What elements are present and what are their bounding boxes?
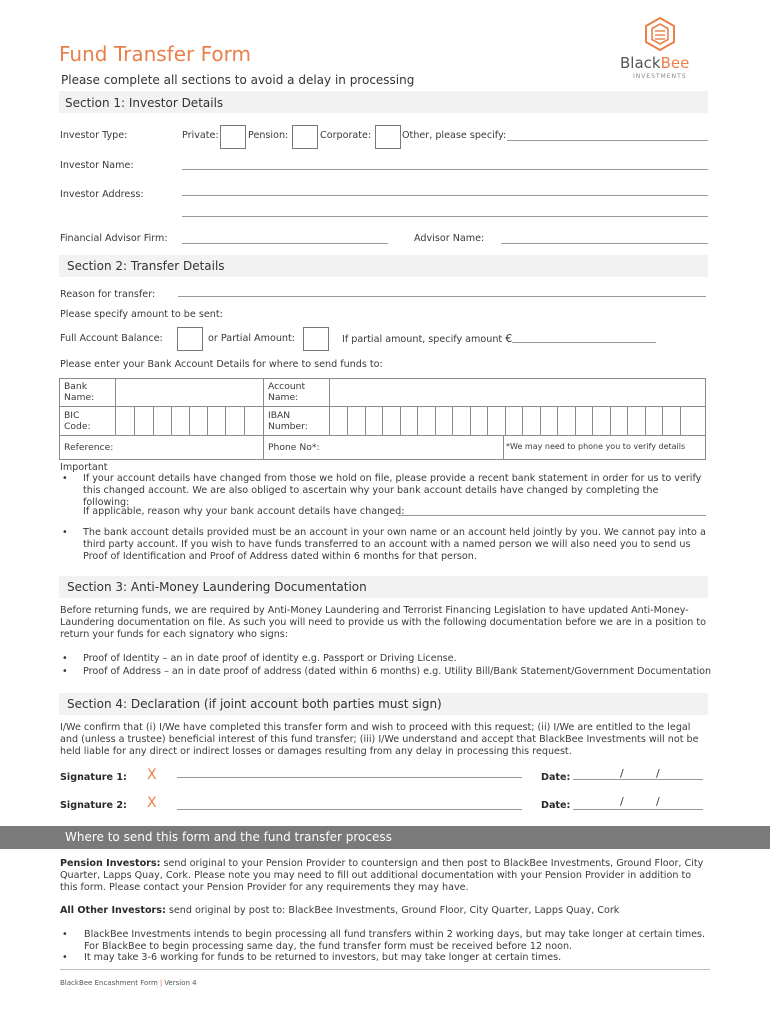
- bank-prompt: Please enter your Bank Account Details for where to send funds to:: [60, 359, 383, 370]
- signature-2-label: Signature 2:: [60, 800, 127, 811]
- bank-name-label: Bank Name:: [64, 381, 95, 403]
- signature-1-label: Signature 1:: [60, 772, 127, 783]
- iban-field[interactable]: [330, 407, 705, 435]
- advisor-name-label: Advisor Name:: [414, 233, 485, 244]
- footer-version: Version 4: [164, 979, 197, 987]
- signature-1-field[interactable]: [177, 777, 522, 778]
- reason-change-label: If applicable, reason why your bank account details have changed:: [83, 506, 405, 517]
- date-2-label: Date:: [541, 800, 571, 811]
- reference-label: Reference:: [64, 442, 114, 453]
- reason-label: Reason for transfer:: [60, 289, 156, 300]
- signature-2-mark: X: [147, 795, 157, 811]
- pension-investors-text: [60, 858, 708, 894]
- important-label: Important: [60, 462, 108, 473]
- partial-specify-label: [342, 332, 512, 345]
- important-bullet-2: The bank account details provided must be an account in your own name or an account held jointly by you. We cannot pay into a third party account. If you wish to have funds transferred to an account with a named person we will also need you to send us Proof of Identification and Proof of Address dated within 6 months for that person.: [83, 527, 706, 562]
- private-label: Private:: [182, 130, 219, 141]
- account-name-field[interactable]: [330, 379, 705, 406]
- hexagon-bee-icon: [642, 16, 678, 52]
- date-2-sep-b: /: [656, 795, 660, 808]
- other-label: Other, please specify:: [402, 130, 507, 141]
- partial-specify-text: If partial amount, specify amount: [342, 334, 503, 345]
- advisor-firm-field[interactable]: [182, 243, 388, 244]
- date-2-sep-a: /: [620, 795, 624, 808]
- section3-bullet-1: Proof of Identity – an in date proof of identity e.g. Passport or Driving License.: [83, 653, 457, 664]
- where-to-send-title: Where to send this form and the fund transfer process: [65, 830, 392, 844]
- bullet-dot: •: [62, 929, 68, 940]
- euro-icon: €: [505, 332, 513, 345]
- signature-1-mark: X: [147, 767, 157, 783]
- logo-tagline: INVESTMENTS: [633, 73, 687, 80]
- reason-field[interactable]: [178, 296, 706, 297]
- section3-bullet-2: Proof of Address – an in date proof of address (dated within 6 months) e.g. Utility Bill/Bank Statement/Government Documentation: [83, 666, 712, 677]
- partial-amount-field[interactable]: [512, 342, 656, 343]
- phone-field[interactable]: [330, 436, 502, 459]
- where-bullet-1: BlackBee Investments intends to begin processing all fund transfers within 2 working days, but may take longer at certain times. For BlackBee to begin processing same day, the fund transfer form must be received before 12 noon.: [84, 929, 706, 952]
- investor-address-label: Investor Address:: [60, 189, 144, 200]
- phone-label: Phone No*:: [268, 442, 320, 453]
- corporate-checkbox[interactable]: [375, 125, 401, 149]
- bullet-dot: •: [62, 952, 68, 963]
- section3-intro: Before returning funds, we are required by Anti-Money Laundering and Terrorist Financing Legislation to have updated Anti-Money-Laundering documentation on file. As such you will need to provide us with the following documentation before we are in a position to return your funds for each signatory who signs:: [60, 605, 706, 640]
- bullet-dot: •: [62, 653, 68, 664]
- date-1-field[interactable]: [573, 779, 703, 780]
- partial-amount-checkbox[interactable]: [303, 327, 329, 351]
- date-2-field[interactable]: [573, 809, 703, 810]
- full-balance-label: Full Account Balance:: [60, 333, 163, 344]
- other-specify-field[interactable]: [507, 140, 708, 141]
- other-investors-body: send original by post to: BlackBee Investments, Ground Floor, City Quarter, Lapps Quay, Cork: [165, 905, 620, 916]
- reason-change-field[interactable]: [398, 515, 706, 516]
- investor-name-label: Investor Name:: [60, 160, 134, 171]
- bank-name-field[interactable]: [116, 379, 262, 406]
- bic-code-field[interactable]: [116, 407, 262, 435]
- advisor-firm-label: Financial Advisor Firm:: [60, 233, 168, 244]
- private-checkbox[interactable]: [220, 125, 246, 149]
- investor-type-label: Investor Type:: [60, 130, 128, 141]
- form-subtitle: Please complete all sections to avoid a delay in processing: [61, 73, 415, 87]
- pension-investors-body: send original to your Pension Provider to countersign and then post to BlackBee Investments, Ground Floor, City Quarter, Lapps Quay, Cork. Please note you may need to fill out additional documentation with your Pension Provider in addition to this form. Please contact your Pension Provider for any requirements they may have.: [60, 858, 704, 893]
- pension-investors-label: Pension Investors:: [60, 858, 161, 869]
- reference-field[interactable]: [116, 436, 262, 459]
- bic-label: BIC Code:: [64, 410, 91, 432]
- phone-note: *We may need to phone you to verify details: [506, 442, 686, 451]
- corporate-label: Corporate:: [320, 130, 372, 141]
- other-investors-label: All Other Investors:: [60, 905, 166, 916]
- section4-title: Section 4: Declaration (if joint account both parties must sign): [67, 697, 442, 711]
- footer-divider: [60, 969, 710, 970]
- amount-prompt: Please specify amount to be sent:: [60, 309, 223, 320]
- signature-2-field[interactable]: [177, 809, 522, 810]
- important-bullet-1: If your account details have changed from those we hold on file, please provide a recent bank statement in order for us to verify this changed account. We are also obliged to ascertain why your bank account details have changed by completing the following:: [83, 473, 702, 508]
- blackbee-logo: [610, 16, 710, 82]
- bullet-dot: •: [62, 666, 68, 677]
- footer-form-name: BlackBee Encashment Form: [60, 979, 158, 987]
- date-1-sep-a: /: [620, 767, 624, 780]
- full-balance-checkbox[interactable]: [177, 327, 203, 351]
- declaration-text: I/We confirm that (i) I/We have completed this transfer form and wish to proceed with this request; (ii) I/We are entitled to the legal and (unless a trustee) beneficial interest of this fund transfer; (iii) I/We understand and accept that BlackBee Investments will not be held liable for any direct or indirect losses or damages resulting from any delay in processing this request.: [60, 722, 699, 757]
- other-investors-text: [60, 905, 708, 917]
- where-bullet-2: It may take 3-6 working for funds to be returned to investors, but may take longer at certain times.: [84, 952, 562, 963]
- logo-text-black: Black: [620, 54, 661, 72]
- bank-details-table: [59, 378, 706, 460]
- footer: BlackBee Encashment Form | Version 4: [60, 979, 197, 987]
- date-1-sep-b: /: [656, 767, 660, 780]
- section3-title: Section 3: Anti-Money Laundering Documentation: [67, 580, 367, 594]
- account-name-label: Account Name:: [268, 381, 306, 403]
- bullet-dot: •: [62, 527, 68, 538]
- partial-amount-label: or Partial Amount:: [208, 333, 295, 344]
- date-1-label: Date:: [541, 772, 571, 783]
- advisor-name-field[interactable]: [501, 243, 708, 244]
- investor-address-field-1[interactable]: [182, 195, 708, 196]
- logo-text-bee: Bee: [660, 54, 690, 72]
- investor-address-field-2[interactable]: [182, 216, 708, 217]
- form-title: Fund Transfer Form: [59, 42, 251, 66]
- bullet-dot: •: [62, 473, 68, 484]
- investor-name-field[interactable]: [182, 169, 708, 170]
- section1-title: Section 1: Investor Details: [65, 96, 224, 110]
- pension-checkbox[interactable]: [292, 125, 318, 149]
- section2-title: Section 2: Transfer Details: [67, 259, 225, 273]
- pension-label: Pension:: [248, 130, 289, 141]
- iban-label: IBAN Number:: [268, 410, 308, 432]
